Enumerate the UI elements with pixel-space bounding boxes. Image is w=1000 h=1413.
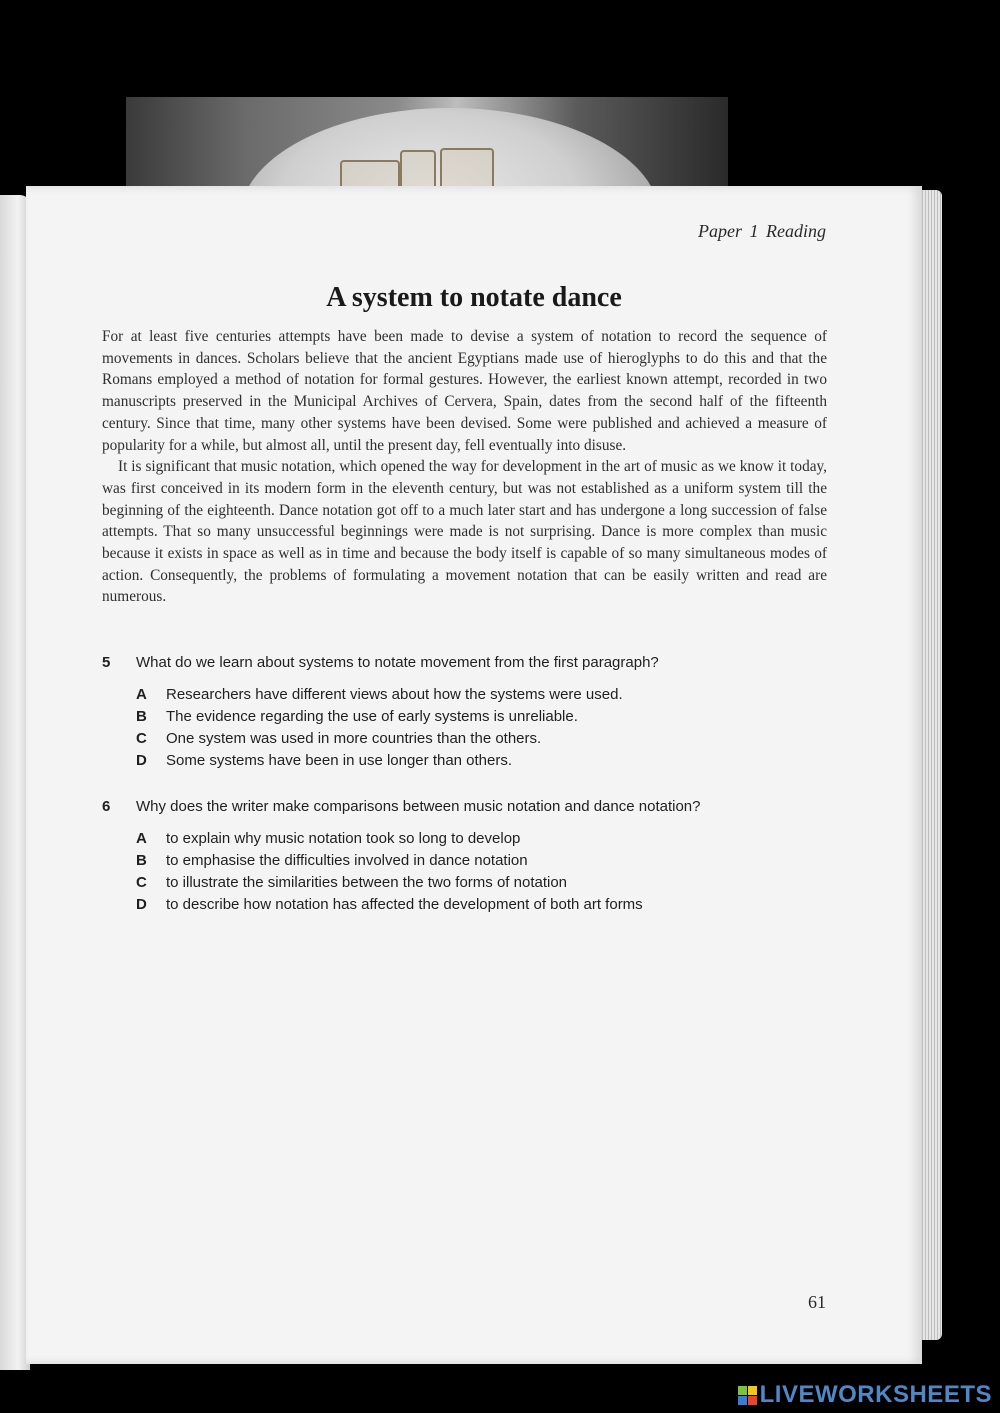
question-text: What do we learn about systems to notate movement from the first paragraph?: [136, 654, 659, 671]
watermark-text: LIVEWORKSHEETS: [759, 1381, 992, 1408]
option-text: to describe how notation has affected the development of both art forms: [166, 896, 643, 913]
article-passage: [102, 326, 827, 608]
page-number: 61: [808, 1292, 826, 1312]
option-letter: B: [136, 708, 147, 725]
paragraph-2: It is significant that music notation, which opened the way for development in the art of music as we know it today, was first conceived in its modern form in the eleventh century, but was not established as a uniform system till the beginning of the eighteenth. Dance notation got off to a much later start and has undergone a long succession of false attempts. That so many unsuccessful beginnings were made is not surprising. Dance is more complex than music because it exists in space as well as in time and because the body itself is capable of so many simultaneous modes of action. Consequently, the problems of formulating a movement notation that can be easily written and read are numerous.: [102, 458, 827, 606]
page-edge: [920, 190, 942, 1340]
answer-option-c[interactable]: [136, 872, 832, 894]
liveworksheets-logo-icon: [738, 1386, 757, 1405]
option-text: to explain why music notation took so long to develop: [166, 830, 521, 847]
question-6: [102, 797, 832, 916]
answer-options: [102, 828, 832, 916]
option-letter: C: [136, 730, 147, 747]
answer-option-a[interactable]: [136, 684, 832, 706]
question-text: Why does the writer make comparisons between music notation and dance notation?: [136, 798, 701, 815]
option-text: to illustrate the similarities between the two forms of notation: [166, 874, 568, 891]
logo-tile: [738, 1386, 747, 1395]
option-letter: D: [136, 752, 147, 769]
answer-option-c[interactable]: [136, 728, 832, 750]
answer-option-b[interactable]: [136, 850, 832, 872]
logo-tile: [738, 1396, 747, 1405]
option-text: Some systems have been in use longer than others.: [166, 752, 513, 769]
question-stem: [102, 797, 832, 817]
option-letter: B: [136, 852, 147, 869]
option-text: The evidence regarding the use of early systems is unreliable.: [166, 708, 578, 725]
question-number: 5: [102, 654, 111, 671]
answer-option-b[interactable]: [136, 706, 832, 728]
question-5: [102, 653, 832, 772]
running-head: Paper 1 Reading: [698, 221, 826, 241]
answer-option-d[interactable]: [136, 750, 832, 772]
option-letter: D: [136, 896, 147, 913]
question-number: 6: [102, 798, 111, 815]
option-text: to emphasise the difficulties involved in dance notation: [166, 852, 528, 869]
answer-option-d[interactable]: [136, 894, 832, 916]
article-title: A system to notate dance: [326, 282, 622, 313]
option-letter: C: [136, 874, 147, 891]
answer-options: [102, 684, 832, 772]
option-letter: A: [136, 686, 147, 703]
paragraph-1: For at least five centuries attempts have been made to devise a system of notation to record the sequence of movements in dances. Scholars believe that the ancient Egyptians made use of hieroglyphs to do this and that the Romans employed a method of notation for formal gestures. However, the earliest known attempt, recorded in two manuscripts preserved in the Municipal Archives of Cervera, Spain, dates from the second half of the fifteenth century. Since that time, many other systems have been devised. Some were published and achieved a measure of popularity for a while, but almost all, until the present day, fell eventually into disuse.: [102, 328, 827, 454]
book-page: [26, 186, 922, 1364]
liveworksheets-watermark: [738, 1381, 992, 1409]
question-stem: [102, 653, 832, 673]
logo-tile: [748, 1396, 757, 1405]
answer-option-a[interactable]: [136, 828, 832, 850]
option-letter: A: [136, 830, 147, 847]
option-text: Researchers have different views about how the systems were used.: [166, 686, 623, 703]
logo-tile: [748, 1386, 757, 1395]
option-text: One system was used in more countries than the others.: [166, 730, 542, 747]
